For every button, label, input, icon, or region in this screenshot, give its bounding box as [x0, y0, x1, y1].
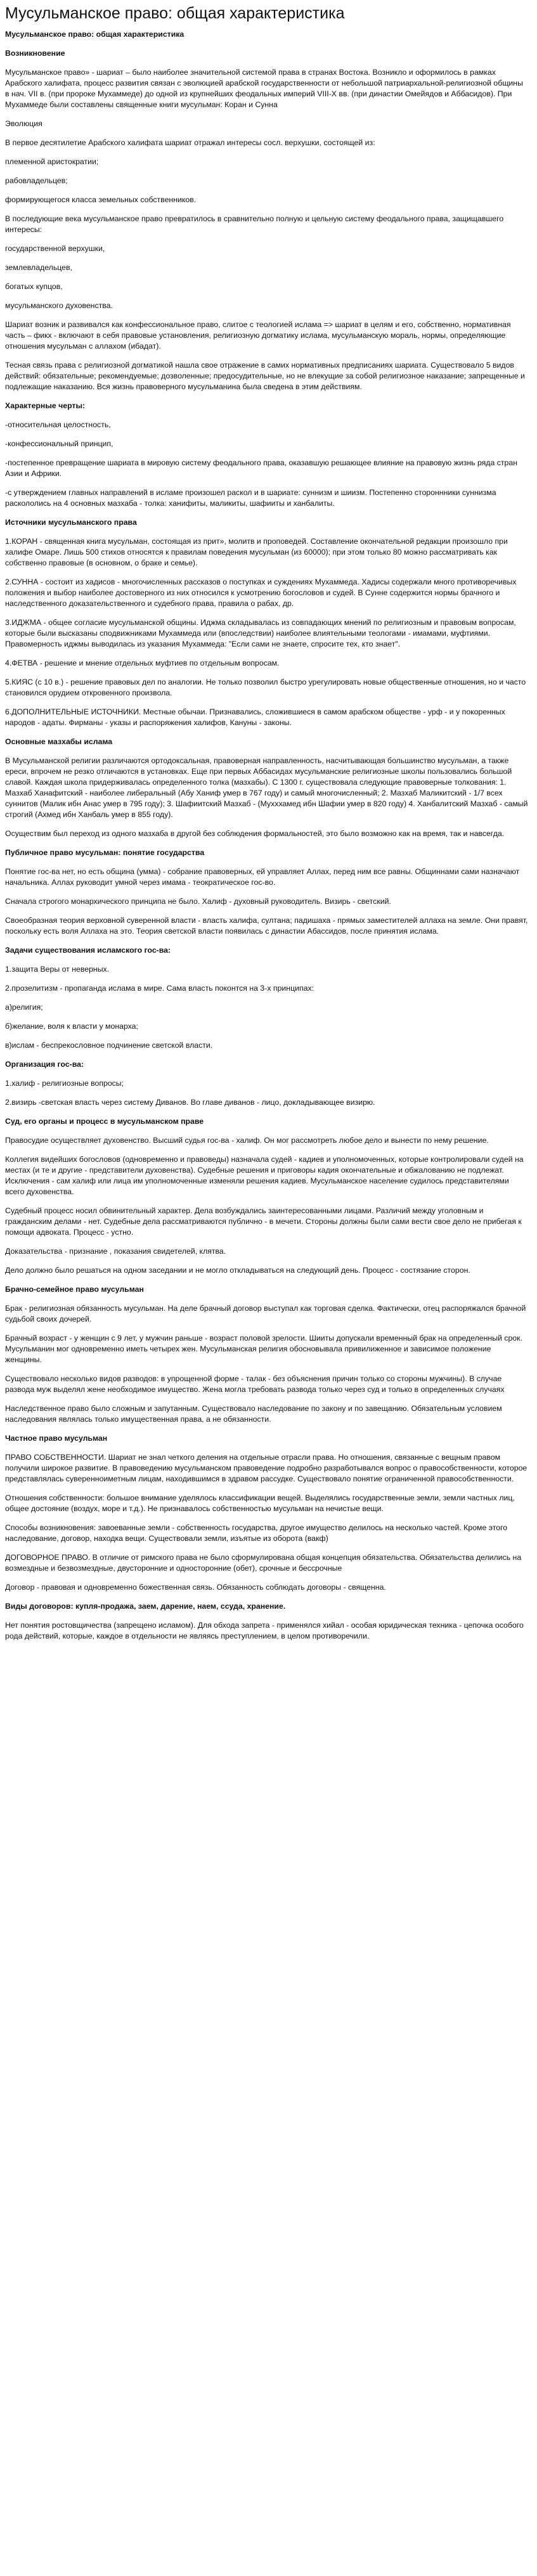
- paragraph: 6.ДОПОЛНИТЕЛЬНЫЕ ИСТОЧНИКИ. Местные обычаи. Признавались, сложившиеся в самом арабском обществе - урф - и у покоренных народов - адаты. Фирманы - указы и распоряжения халифов, Кануны - законы.: [5, 707, 505, 727]
- paragraph: ПРАВО СОБСТВЕННОСТИ. Шариат не знал четкого деления на отдельные отрасли права. Но отношения, связанные с вещным правом получили широкое развитие. В правоведению мусульманском правоведение подробно разработывался вопрос о правособственности, которое представлялась суверенноиметным лицам, находившимся в здравом рассудке. Существовало понятие ограниченной правособственности.: [5, 1453, 527, 1483]
- paragraph: -конфессиональный принцип,: [5, 439, 113, 448]
- paragraph: в)ислам - беспрекословное подчинение светской власти.: [5, 1041, 213, 1050]
- paragraph: В последующие века мусульманское право превратилось в сравнительно полную и цельную систему феодального права, защищавшего интересы:: [5, 214, 504, 234]
- section-heading: Публичное право мусульман: понятие государства: [5, 848, 205, 857]
- paragraph: Правосудие осуществляет духовенство. Высший судья гос-ва - халиф. Он мог рассмотреть любое дело и вынести по нему решение.: [5, 1136, 489, 1145]
- paragraph: б)желание, воля к власти у монарха;: [5, 1022, 138, 1031]
- paragraph: государственной верхушки,: [5, 244, 105, 253]
- paragraph: Договор - правовая и одновременно божественная связь. Обязанность соблюдать договоры - священна.: [5, 1583, 386, 1592]
- paragraph: 1.защита Веры от неверных.: [5, 965, 110, 974]
- paragraph: 5.КИЯС (с 10 в.) - решение правовых дел по аналогии. Не только позволил быстро урегулировать новые общественные отношения, но и часто становился орудием откровенного произвола.: [5, 678, 526, 697]
- section-heading: Характерные черты:: [5, 401, 86, 410]
- paragraph: -с утверждением главных направлений в исламе произошел раскол и в шариате: суннизм и шиизм. Постепенно стороннники суннизма раскололись на 4 основных мазхаба - толка: ханифиты, маликиты, шафииты и ханбалиты.: [5, 488, 496, 508]
- paragraph: Брачный возраст - у женщин с 9 лет, у мужчин раньше - возраст половой зрелости. Шииты допускали временный брак на определенный срок. Мусульманин мог одновременно иметь четырех жен. Мусульманская религия обосновывала привилиженное и зависимое положение женщины.: [5, 1334, 522, 1364]
- paragraph: Дело должно было решаться на одном заседании и не могло откладываться на следующий день. Процесс - состязание сторон.: [5, 1266, 470, 1275]
- paragraph: Наследственное право было сложным и запутанным. Существовало наследование по закону и по завещанию. Обязательным условием наследования являлась только имущественная права, а не обязанности.: [5, 1404, 502, 1424]
- section-heading: Задачи существования исламского гос-ва:: [5, 946, 171, 955]
- section-heading: Суд, его органы и процесс в мусульманском праве: [5, 1117, 204, 1126]
- article-body: [5, 29, 532, 1642]
- paragraph: а)религия;: [5, 1003, 43, 1012]
- paragraph: -постепенное превращение шариата в мировую систему феодального права, оказавшую решающее влияние на правовую жизнь ряда стран Азии и Африки.: [5, 458, 517, 478]
- paragraph: Существовало несколько видов разводов: в упрощенной форме - талак - без объяснения причин только со стороны мужчины). В случае развода муж выделял жене необходимое имущество. Жена могла требовать развода только через суд и только в определенных случаях: [5, 1374, 505, 1394]
- paragraph: Способы возникновения: завоеванные земли - собственность государства, другое имущество делилось на несколько частей. Кроме этого наследование, договор, находка вещи. Существовали земли, изъятые из оборота (вакф): [5, 1523, 508, 1543]
- section-heading: Частное право мусульман: [5, 1434, 108, 1443]
- paragraph: Мусульманское право» - шариат – было наиболее значительной системой права в странах Востока. Возникло и оформилось в рамках Арабского халифата, процесс развития связан с эволюцией арабской государственности от небольшой патриархальной-религиозной общины в нач. VII в. (при пророке Мухаммеде) до одной из крупнейших феодальных империй VIII-X вв. (при династии Омейядов и Аббасидов). При Мухаммеде были составлены священные книги мусульман: Коран и Сунна: [5, 68, 523, 109]
- paragraph: Доказательства - признание , показания свидетелей, клятва.: [5, 1247, 226, 1256]
- paragraph: Осуществим был переход из одного мазхаба в другой без соблюдения формальностей, это было возможно как на время, так и навсегда.: [5, 829, 505, 838]
- paragraph: Брак - религиозная обязанность мусульман. На деле брачный договор выступал как торговая сделка. Фактически, отец распоряжался брачной судьбой своих дочерей.: [5, 1304, 526, 1323]
- paragraph: 2.визирь -светская власть через систему Диванов. Во главе диванов - лицо, докладывающее визирю.: [5, 1098, 375, 1107]
- paragraph: Нет понятия ростовщичества (запрещено исламом). Для обхода запрета - применялся хийал - особая юридическая техника - цепочка особого рода действий, которые, каждое в отдельности не являясь преступлением, в целом противоречили.: [5, 1621, 524, 1640]
- paragraph: землевладельцев,: [5, 263, 72, 272]
- paragraph: богатых купцов,: [5, 282, 63, 291]
- paragraph: В первое десятилетие Арабского халифата шариат отражал интересы сосл. верхушки, состоящей из:: [5, 138, 375, 147]
- section-heading: Организация гос-ва:: [5, 1060, 84, 1069]
- section-heading: Мусульманское право: общая характеристика: [5, 30, 184, 39]
- section-heading: Источники мусульманского права: [5, 518, 137, 527]
- paragraph: Тесная связь права с религиозной догматикой нашла свое отражение в самих нормативных предписаниях шариата. Существовало 5 видов действий: обязательные; рекомендуемые; дозволенные; предосудительные, но не влекущие за собой религиозное наказание; запрещенные и подлежащие наказанию. Вся жизнь правоверного мусульманина была сведена в этим действиям.: [5, 361, 525, 391]
- section-heading: Возникновение: [5, 49, 65, 58]
- page-title: Мусульманское право: общая характеристика: [5, 4, 345, 22]
- paragraph: мусульманского духовенства.: [5, 301, 113, 310]
- paragraph: племенной аристократии;: [5, 157, 99, 166]
- paragraph: Отношения собственности: большое внимание уделялось классификации вещей. Выделялись государственные земли, земли частных лиц, общее достояние (воздух, море и т.д.). Не признавалось собственностью мусульман на нечистые вещи.: [5, 1493, 515, 1513]
- paragraph: 1.КОРАН - священная книга мусульман, состоящая из прит», молитв и проповедей. Составление окончательной редакции произошло при халифе Омаре. Лишь 500 стихов относятся к правилам поведения мусульман (из 60000); при этом только 80 можно рассматривать как собственно правовые (в основном, о браке и семье).: [5, 537, 508, 567]
- paragraph: Своеобразная теория верховной суверенной власти - власть халифа, султана; падишаха - прямых заместителей аллаха на земле. Они правят, поскольку есть воля Аллаха на это. Теория светской власти появилась с династии Абассидов, после принятия ислама.: [5, 916, 528, 936]
- paragraph: формирующегося класса земельных собственников.: [5, 195, 197, 204]
- paragraph: 3.ИДЖМА - общее согласие мусульманской общины. Иджма складывалась из совпадающих мнений по религиозным и правовым вопросам, которые были высказаны сподвижниками Мухаммеда или (впоследствии) наиболее влиятельными теологами - имамами, муфтиями. Правомерность иджмы выводилась из указания Мухаммеда: "Если сами не знаете, спросите тех, кто знает".: [5, 618, 516, 648]
- paragraph: -относительная целостность,: [5, 420, 111, 429]
- paragraph: ДОГОВОРНОЕ ПРАВО. В отличие от римского права не было сформулирована общая концепция обязательства. Обязательства делились на возмездные и безвозмездные, двусторонние и односторонние (обет), срочные и бессрочные: [5, 1553, 522, 1573]
- section-heading: Виды договоров: купля-продажа, заем, дарение, наем, ссуда, хранение.: [5, 1602, 286, 1611]
- paragraph: рабовладельцев;: [5, 176, 68, 185]
- paragraph: Шариат возник и развивался как конфессиональное право, слитое с теологией ислама => шариат в целям и его, собственно, нормативная часть – фикх - включают в себя правовые установления, религиозную догматику ислама, мусульманскую мораль, нормы, определяющие отношения мусульман с аллахом (ибадат).: [5, 320, 511, 351]
- section-heading: Основные мазхабы ислама: [5, 737, 113, 746]
- paragraph: 2.СУННА - состоит из хадисов - многочисленных рассказов о поступках и суждениях Мухаммеда. Хадисы содержали много противоречивых положения и выбор наиболее достоверного из них относился к уcмотрению богословов и судей. В Сунне содержится нормы брачного и наследственного доказательственного и судебного права, правила о рабах, др.: [5, 577, 517, 608]
- paragraph: Понятие гос-ва нет, но есть община (умма) - собрание правоверных, ей управляет Аллах, перед ним все равны. Общиннами сами назначают начальника. Аллах руководит умной через имама - теократическое гос-во.: [5, 867, 520, 887]
- paragraph: 2.прозелитизм - пропаганда ислама в мире. Сама власть поконтся на 3-х принципах:: [5, 984, 314, 993]
- section-heading: Брачно-семейное право мусульман: [5, 1285, 144, 1294]
- paragraph: Эволюция: [5, 119, 42, 128]
- paragraph: 1.халиф - религиозные вопросы;: [5, 1079, 124, 1088]
- paragraph: Судебный процесс носил обвинительный характер. Дела возбуждались заинтересованными лицами. Различий между уголовным и гражданским делами - нет. Судебные дела рассматриваются публично - в мечети. Стороны должны были сами вести свое дело не прибегая к помощи адвоката. Процесс - устно.: [5, 1206, 522, 1237]
- paragraph: В Мусульманской религии различаются ортодоксальная, правоверная направленность, насчитывающая большинство мусульман, а также ереси, впрочем не резко отличаются в установках. Еще при первых Аббасидах мусульманские религиозные школы пользовались большой славой. Каждая школа придерживалась определенного толка (мазхабы). С 1300 г. существовала следующие правоверные толкования: 1. Мазхаб Ханафитский - наиболее либеральный (Абу Ханиф умер в 767 году) и самый многочисленный; 2. Мазхаб Маликитский - 1/7 всех суннитов (Малик ибн Анас умер в 795 году); 3. Шафиитский Мазхаб - (Мухххамед ибн Шафии умер в 820 году) 4. Ханбалитский Мазхаб - самый строгий (Ахмед ибн Ханбаль умер в 855 году).: [5, 756, 528, 819]
- paragraph: Коллегия видейших богословов (одновременно и правоведы) назначала судей - кадиев и уполномоченных, которые контролировали судей на местах (и те и другие - представители духовенства). Судебные решения и приговоры кадия окончательные и обжалованию не подлежат. Исключения - сам халиф или лица им уполномоченные изменяли решения кадиев. Мусульманское население судилось представителями всего духовенства.: [5, 1155, 524, 1196]
- paragraph: Сначала строгого монархического принципа не было. Халиф - духовный руководитель. Визирь - светский.: [5, 897, 391, 906]
- paragraph: 4.ФЕТВА - решение и мнение отдельных муфтиев по отдельным вопросам.: [5, 659, 280, 667]
